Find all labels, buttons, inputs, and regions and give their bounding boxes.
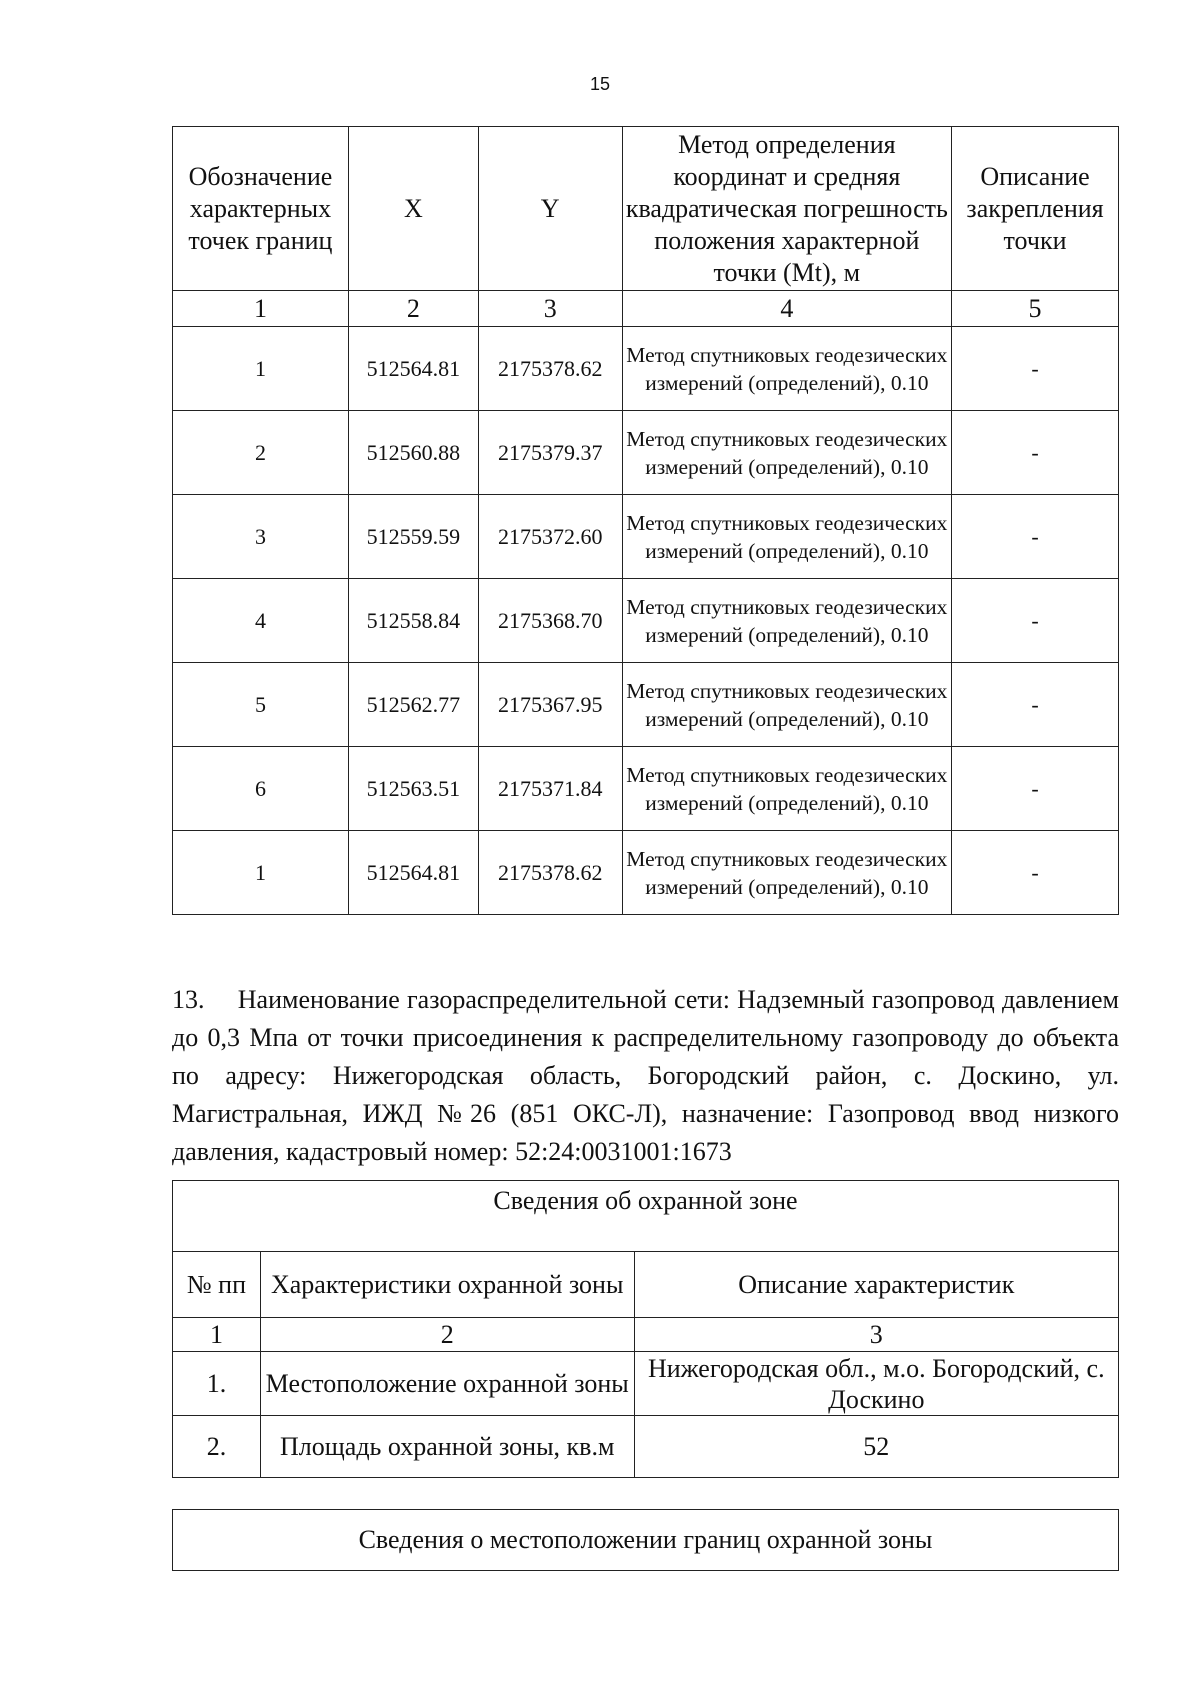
method-cell: Метод спутниковых геодезических измерений (определений), 0.10 [622,831,951,915]
table-row [173,663,1119,747]
header-number: № пп [173,1252,261,1318]
fixing-description: - [952,831,1119,915]
column-number: 2 [348,291,478,327]
protection-zone-table [172,1180,1119,1478]
column-number: 2 [260,1318,634,1352]
column-number: 3 [634,1318,1118,1352]
table-row [173,411,1119,495]
table-row [173,579,1119,663]
table-title: Сведения о местоположении границ охранной зоны [173,1510,1119,1571]
y-coordinate: 2175372.60 [478,495,622,579]
header-fixing-description: Описание закрепления точки [952,127,1119,291]
characteristic-description: 52 [634,1416,1118,1478]
header-point-designation: Обозначение характерных точек границ [173,127,349,291]
column-number-row [173,291,1119,327]
x-coordinate: 512558.84 [348,579,478,663]
x-coordinate: 512559.59 [348,495,478,579]
header-method: Метод определения координат и средняя квадратическая погрешность положения характерной точки (Mt), м [622,127,951,291]
table-header-row [173,127,1119,291]
point-id: 2 [173,411,349,495]
row-number: 1. [173,1352,261,1416]
point-id: 6 [173,747,349,831]
method-cell: Метод спутниковых геодезических измерений (определений), 0.10 [622,495,951,579]
table-row [173,1352,1119,1416]
point-id: 1 [173,831,349,915]
column-number: 4 [622,291,951,327]
column-number: 5 [952,291,1119,327]
fixing-description: - [952,411,1119,495]
point-id: 4 [173,579,349,663]
y-coordinate: 2175378.62 [478,831,622,915]
x-coordinate: 512564.81 [348,327,478,411]
zone-boundary-table [172,1509,1119,1571]
fixing-description: - [952,663,1119,747]
fixing-description: - [952,579,1119,663]
column-number: 3 [478,291,622,327]
x-coordinate: 512563.51 [348,747,478,831]
method-cell: Метод спутниковых геодезических измерений (определений), 0.10 [622,579,951,663]
header-characteristics: Характеристики охранной зоны [260,1252,634,1318]
y-coordinate: 2175367.95 [478,663,622,747]
page-number: 15 [589,74,611,94]
header-description: Описание характеристик [634,1252,1118,1318]
method-cell: Метод спутниковых геодезических измерений (определений), 0.10 [622,411,951,495]
x-coordinate: 512564.81 [348,831,478,915]
fixing-description: - [952,327,1119,411]
method-cell: Метод спутниковых геодезических измерений (определений), 0.10 [622,327,951,411]
y-coordinate: 2175368.70 [478,579,622,663]
column-number-row [173,1318,1119,1352]
header-y: Y [478,127,622,291]
x-coordinate: 512560.88 [348,411,478,495]
characteristic: Местоположение охранной зоны [260,1352,634,1416]
table-row [173,831,1119,915]
y-coordinate: 2175378.62 [478,327,622,411]
table-title-row [173,1510,1119,1571]
table-row [173,747,1119,831]
network-description-paragraph: 13. Наименование газораспределительной сети: Надземный газопровод давлением до 0,3 Мпа от точки присоединения к распределительному газопроводу до объекта по адресу: Нижегородская область, Богородский район, с. Доскино, ул. Магистральная, ИЖД №26 (851 ОКС-Л), назначение: Газопровод ввод низкого давления, кадастровый номер: 52:24:0031001:1673 [172,985,1119,1166]
y-coordinate: 2175379.37 [478,411,622,495]
header-x: X [348,127,478,291]
table-row [173,1416,1119,1478]
column-number: 1 [173,291,349,327]
point-id: 1 [173,327,349,411]
column-number: 1 [173,1318,261,1352]
fixing-description: - [952,495,1119,579]
table-row [173,495,1119,579]
coordinates-table [172,126,1119,915]
characteristic-description: Нижегородская обл., м.о. Богородский, с. Доскино [634,1352,1118,1416]
fixing-description: - [952,747,1119,831]
y-coordinate: 2175371.84 [478,747,622,831]
row-number: 2. [173,1416,261,1478]
table-title-row [173,1181,1119,1252]
characteristic: Площадь охранной зоны, кв.м [260,1416,634,1478]
method-cell: Метод спутниковых геодезических измерений (определений), 0.10 [622,663,951,747]
method-cell: Метод спутниковых геодезических измерений (определений), 0.10 [622,747,951,831]
point-id: 3 [173,495,349,579]
point-id: 5 [173,663,349,747]
table-header-row [173,1252,1119,1318]
table-row [173,327,1119,411]
x-coordinate: 512562.77 [348,663,478,747]
table-title: Сведения об охранной зоне [173,1181,1119,1252]
